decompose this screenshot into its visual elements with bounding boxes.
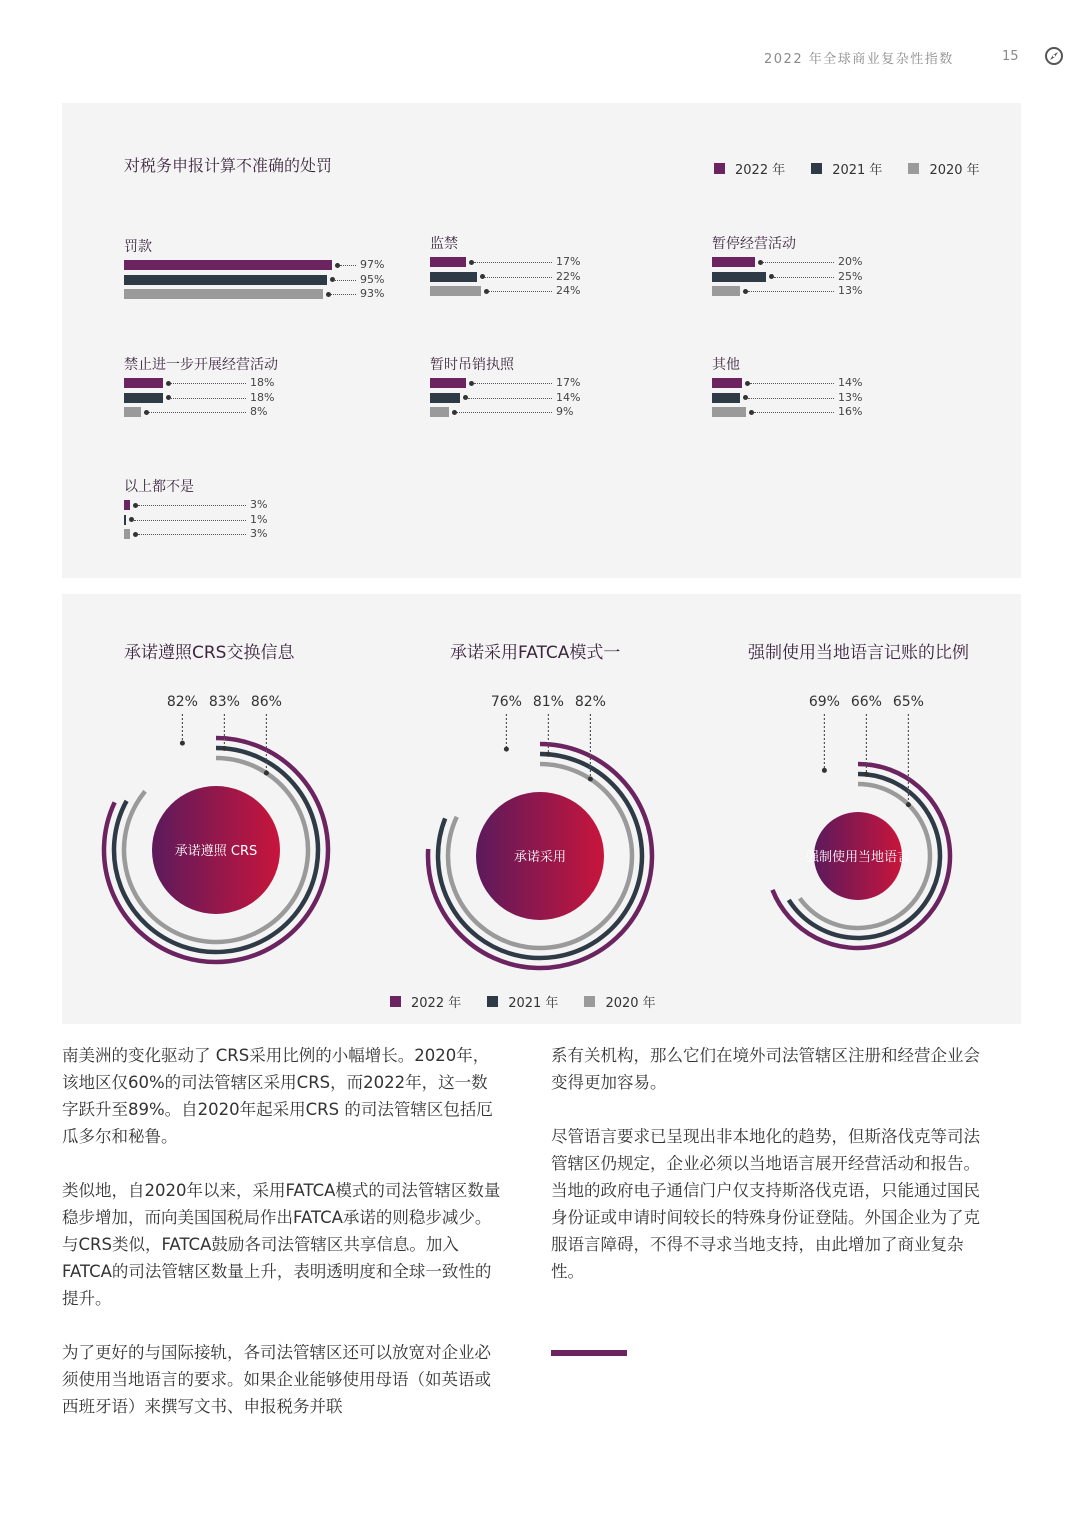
- bar-value-label: 18%: [250, 390, 275, 404]
- bar-end-dot: [330, 277, 335, 282]
- bar-row: [712, 376, 982, 391]
- bar: [430, 286, 481, 296]
- bar-row: [124, 287, 394, 302]
- ring-value-label: 83%: [208, 694, 240, 710]
- bar-value-label: 18%: [250, 376, 275, 389]
- leader-line: [149, 412, 246, 413]
- leader-line: [171, 398, 246, 399]
- ring-leader-dot: [504, 747, 509, 752]
- group-title: 以上都不是: [124, 479, 194, 495]
- bar: [124, 378, 163, 388]
- bar: [124, 515, 126, 525]
- bar-group: [712, 354, 982, 420]
- leader-line: [774, 277, 835, 278]
- bar-end-dot: [129, 517, 134, 522]
- ring-chart-title: 强制使用当地语言记账的比例: [748, 643, 969, 663]
- group-title: 其他: [712, 357, 740, 373]
- legend-label: 2021 年: [832, 163, 883, 178]
- leader-line: [489, 291, 552, 292]
- leader-line: [748, 398, 834, 399]
- bar-end-dot: [749, 410, 754, 415]
- bar-row: [124, 498, 394, 513]
- leader-line: [134, 520, 246, 521]
- bar-value-label: 17%: [556, 255, 581, 268]
- legend-item: [908, 159, 979, 178]
- bar-end-dot: [480, 274, 485, 279]
- bar-row: [430, 391, 700, 406]
- bar-group: [712, 233, 982, 299]
- bar: [430, 272, 477, 282]
- chart-legend: [714, 159, 980, 178]
- bar-row: [124, 391, 394, 406]
- leader-line: [457, 412, 552, 413]
- bar-end-dot: [166, 395, 171, 400]
- bar-end-dot: [133, 503, 138, 508]
- ring-chart: [698, 654, 1018, 984]
- bar-value-label: 3%: [250, 498, 268, 511]
- bar-end-dot: [743, 289, 748, 294]
- leader-line: [485, 277, 552, 278]
- bar-value-label: 9%: [556, 405, 574, 418]
- legend-swatch: [390, 996, 401, 1007]
- bar-group: [124, 354, 394, 420]
- ring-value-label: 76%: [490, 694, 522, 710]
- ring-value-label: 69%: [808, 694, 840, 710]
- ring-value-label: 65%: [892, 694, 924, 710]
- bar-value-label: 17%: [556, 376, 581, 389]
- bar: [712, 378, 742, 388]
- bar-value-label: 14%: [838, 376, 863, 389]
- ring-leader-dot: [906, 802, 911, 807]
- bar-row: [430, 405, 700, 420]
- ring-chart: [56, 654, 376, 984]
- bar: [430, 407, 449, 417]
- bar-value-label: 95%: [360, 272, 385, 286]
- bar-end-dot: [745, 381, 750, 386]
- bar-end-dot: [769, 274, 774, 279]
- leader-line: [748, 291, 834, 292]
- leader-line: [138, 505, 246, 506]
- bar-row: [712, 255, 982, 270]
- body-column-right: [551, 1042, 991, 1312]
- paragraph: 尽管语言要求已呈现出非本地化的趋势，但斯洛伐克等司法管辖区仍规定，企业必须以当地语言展开经营活动和报告。当地的政府电子通信门户仅支持斯洛伐克语，只能通过国民身份证或申请时间较长的特殊身份证登陆。外国企业为了克服语言障碍，不得不寻求当地支持，由此增加了商业复杂性。: [551, 1127, 980, 1281]
- bar: [124, 289, 323, 299]
- bar-end-dot: [133, 532, 138, 537]
- bar-value-label: 97%: [360, 258, 385, 271]
- bar-value-label: 24%: [556, 284, 581, 297]
- ring-legend: [390, 992, 656, 1011]
- bar-value-label: 20%: [838, 255, 863, 268]
- bar: [124, 500, 130, 510]
- penalty-chart-panel: [62, 103, 1021, 578]
- legend-swatch: [811, 163, 822, 174]
- paragraph: 类似地，自2020年以来，采用FATCA模式的司法管辖区数量稳步增加，而向美国国税局作出FATCA承诺的则稳步减少。与CRS类似，FATCA鼓励各司法管辖区共享信息。加入FATCA的司法管辖区数量上升，表明透明度和全球一致性的提升。: [62, 1181, 501, 1308]
- ring-value-label: 86%: [250, 694, 282, 710]
- bar-value-label: 93%: [360, 287, 385, 300]
- leader-line: [340, 265, 356, 266]
- leader-line: [750, 383, 834, 384]
- ring-leader-dot: [180, 741, 185, 746]
- leader-line: [171, 383, 246, 384]
- legend-label: 2022 年: [735, 163, 786, 178]
- bar: [712, 393, 740, 403]
- bar-row: [712, 391, 982, 406]
- bar-group: [124, 476, 394, 542]
- ring-center-label: 承诺采用: [513, 850, 567, 865]
- bar: [124, 407, 141, 417]
- bar-value-label: 16%: [838, 405, 863, 418]
- bar-end-dot: [463, 395, 468, 400]
- chart-title: 对税务申报计算不准确的处罚: [124, 156, 333, 175]
- bar-row: [124, 527, 394, 542]
- bar-end-dot: [469, 381, 474, 386]
- ring-chart-panel: [62, 594, 1021, 1024]
- leader-line: [331, 294, 356, 295]
- bar-value-label: 13%: [838, 284, 863, 297]
- legend-item: [390, 992, 461, 1011]
- ring-value-label: 81%: [532, 694, 564, 710]
- leader-line: [335, 280, 356, 281]
- legend-label: 2020 年: [929, 163, 980, 178]
- bar-end-dot: [743, 395, 748, 400]
- paragraph: 为了更好的与国际接轨，各司法管辖区还可以放宽对企业必须使用当地语言的要求。如果企业能够使用母语（如英语或西班牙语）来撰写文书、申报税务并联: [62, 1343, 491, 1416]
- bar: [712, 272, 766, 282]
- bar-value-label: 22%: [556, 269, 581, 283]
- legend-item: [584, 992, 655, 1011]
- legend-item: [487, 992, 558, 1011]
- body-column-left: [62, 1042, 502, 1447]
- bar-value-label: 13%: [838, 390, 863, 404]
- group-title: 暂停经营活动: [712, 236, 796, 252]
- ring-chart-title: 承诺采用FATCA模式一: [450, 643, 621, 663]
- ring-value-label: 82%: [574, 694, 606, 710]
- bar-row: [430, 376, 700, 391]
- leader-line: [468, 398, 552, 399]
- bar-row: [124, 513, 394, 528]
- bar: [124, 529, 130, 539]
- bar: [712, 257, 755, 267]
- bar-row: [124, 258, 394, 273]
- group-title: 罚款: [124, 239, 152, 255]
- legend-swatch: [584, 996, 595, 1007]
- bar-row: [124, 376, 394, 391]
- legend-swatch: [714, 163, 725, 174]
- bar: [712, 286, 740, 296]
- bar-row: [430, 270, 700, 285]
- ring-leader-dot: [588, 777, 593, 782]
- bar: [430, 257, 466, 267]
- group-title: 暂时吊销执照: [430, 357, 514, 373]
- ring-leader-dot: [546, 752, 551, 757]
- paragraph: 南美洲的变化驱动了 CRS采用比例的小幅增长。2020年，该地区仅60%的司法管辖区采用CRS，而2022年，这一数字跃升至89%。自2020年起采用CRS 的司法管辖区包括厄瓜多尔和秘鲁。: [62, 1046, 493, 1146]
- legend-label: 2020 年: [605, 996, 656, 1011]
- bar-row: [712, 284, 982, 299]
- legend-swatch: [908, 163, 919, 174]
- bar-value-label: 25%: [838, 269, 863, 283]
- legend-swatch: [487, 996, 498, 1007]
- leader-line: [474, 262, 552, 263]
- bar-group: [430, 233, 700, 299]
- bar-row: [124, 405, 394, 420]
- accent-rule: [551, 1350, 627, 1356]
- ring-leader-dot: [264, 771, 269, 776]
- group-title: 监禁: [430, 236, 458, 252]
- bar: [124, 393, 163, 403]
- bar: [430, 393, 460, 403]
- paragraph: 系有关机构，那么它们在境外司法管辖区注册和经营企业会变得更加容易。: [551, 1046, 980, 1092]
- legend-label: 2022 年: [411, 996, 462, 1011]
- ring-chart: [380, 654, 700, 984]
- leader-line: [138, 534, 246, 535]
- legend-item: [714, 159, 785, 178]
- bar-row: [712, 405, 982, 420]
- bar-value-label: 8%: [250, 405, 268, 418]
- page-number: 15: [1002, 49, 1019, 64]
- leader-line: [754, 412, 834, 413]
- ring-chart-title: 承诺遵照CRS交换信息: [124, 643, 295, 663]
- bar-end-dot: [166, 381, 171, 386]
- bar-row: [430, 284, 700, 299]
- bar-row: [712, 270, 982, 285]
- bar-row: [430, 255, 700, 270]
- bar-value-label: 1%: [250, 512, 268, 526]
- bar: [124, 275, 327, 285]
- bar: [124, 260, 332, 270]
- bar-end-dot: [144, 410, 149, 415]
- bar: [712, 407, 746, 417]
- header-title: 2022 年全球商业复杂性指数: [764, 52, 954, 67]
- bar-row: [124, 273, 394, 288]
- legend-label: 2021 年: [508, 996, 559, 1011]
- bar-value-label: 3%: [250, 527, 268, 540]
- bar-group: [430, 354, 700, 420]
- ring-value-label: 82%: [166, 694, 198, 710]
- ring-leader-dot: [864, 772, 869, 777]
- group-title: 禁止进一步开展经营活动: [124, 357, 278, 373]
- ring-value-label: 66%: [850, 694, 882, 710]
- compass-logo-icon: [1044, 46, 1064, 66]
- bar-value-label: 14%: [556, 390, 581, 404]
- bar-end-dot: [326, 292, 331, 297]
- bar-end-dot: [469, 260, 474, 265]
- ring-leader-dot: [822, 768, 827, 773]
- bar: [430, 378, 466, 388]
- legend-item: [811, 159, 882, 178]
- ring-center-label: 承诺遵照 CRS: [174, 844, 258, 859]
- leader-line: [763, 262, 834, 263]
- ring-center-label: 强制使用当地语言: [805, 850, 911, 865]
- bar-end-dot: [452, 410, 457, 415]
- bar-end-dot: [484, 289, 489, 294]
- leader-line: [474, 383, 552, 384]
- bar-end-dot: [758, 260, 763, 265]
- ring-leader-dot: [222, 746, 227, 751]
- bar-end-dot: [335, 263, 340, 268]
- bar-group: [124, 236, 394, 302]
